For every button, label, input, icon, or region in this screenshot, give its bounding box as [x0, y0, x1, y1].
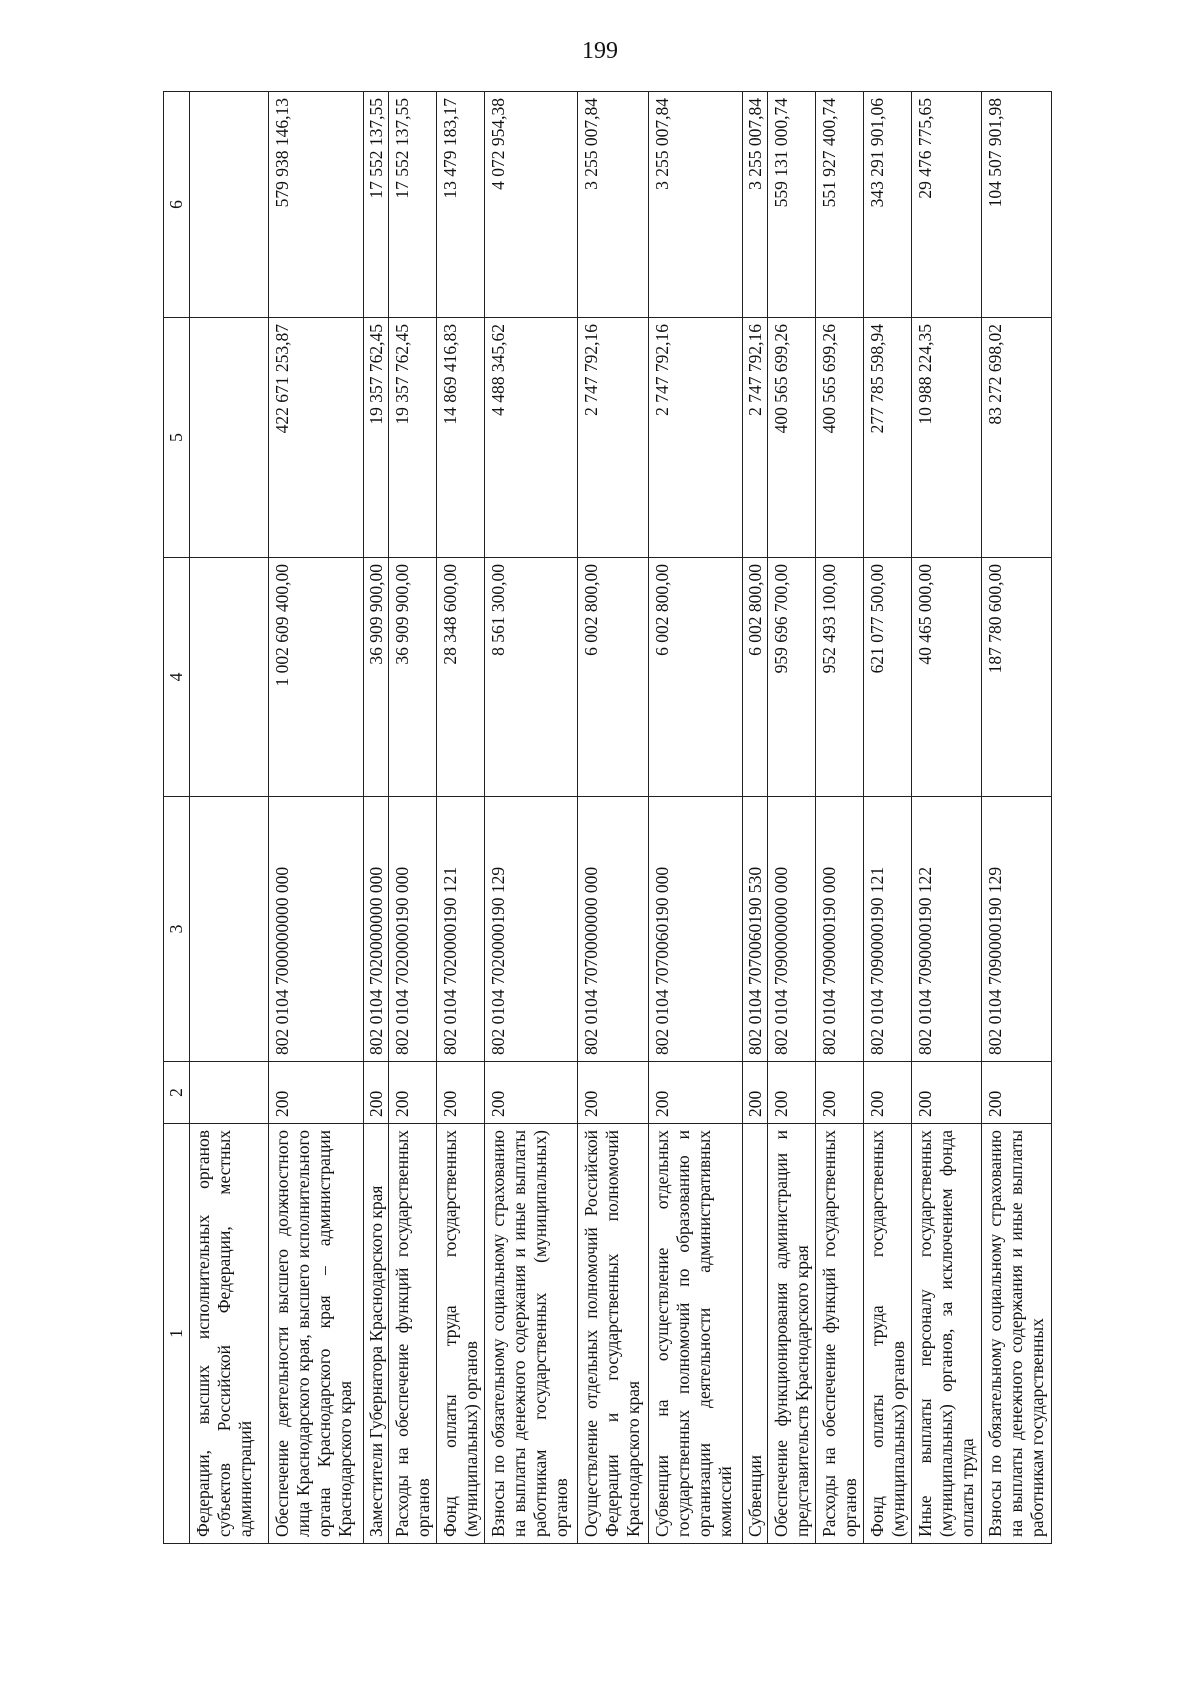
- row-executed: 400 565 699,26: [816, 318, 864, 558]
- column-header: 2: [164, 1062, 190, 1124]
- row-unexecuted: 17 552 137,55: [364, 92, 389, 318]
- row-executed: 19 357 762,45: [389, 318, 437, 558]
- row-name: Расходы на обеспечение функций государственных органов: [816, 1124, 864, 1544]
- table-row: [190, 92, 269, 1544]
- row-classifier: 802 0104 7020000190 121: [437, 797, 485, 1062]
- row-unexecuted: 559 131 000,74: [768, 92, 816, 318]
- row-name: Субвенции на осуществление отдельных государственных полномочий по образованию и организации деятельности административных комиссий: [649, 1124, 743, 1544]
- row-unexecuted: 343 291 901,06: [864, 92, 912, 318]
- table-row: [768, 92, 816, 1544]
- row-unexecuted: 3 255 007,84: [649, 92, 743, 318]
- row-executed: 2 747 792,16: [578, 318, 649, 558]
- table-row: [269, 92, 364, 1544]
- row-code: 200: [649, 1062, 743, 1124]
- row-code: 200: [269, 1062, 364, 1124]
- row-executed: 277 785 598,94: [864, 318, 912, 558]
- row-planned: 952 493 100,00: [816, 558, 864, 797]
- row-name: Федерации, высших исполнительных органов субъектов Российской Федерации, местных администраций: [190, 1124, 269, 1544]
- row-name: Фонд оплаты труда государственных (муниципальных) органов: [437, 1124, 485, 1544]
- row-classifier: 802 0104 7000000000 000: [269, 797, 364, 1062]
- row-classifier: 802 0104 7090000190 000: [816, 797, 864, 1062]
- row-code: 200: [816, 1062, 864, 1124]
- table-row: [485, 92, 578, 1544]
- row-classifier: 802 0104 7070060190 000: [649, 797, 743, 1062]
- row-classifier: 802 0104 7020000190 129: [485, 797, 578, 1062]
- row-unexecuted: 3 255 007,84: [743, 92, 768, 318]
- row-name: Фонд оплаты труда государственных (муниципальных) органов: [864, 1124, 912, 1544]
- row-code: 200: [982, 1062, 1052, 1124]
- rotated-table-container: [163, 92, 1070, 1544]
- row-name: Взносы по обязательному социальному страхованию на выплаты денежного содержания и иные выплаты работникам государственных (муниципальных) органов: [485, 1124, 578, 1544]
- table-header-row: [164, 92, 190, 1544]
- row-planned: 6 002 800,00: [578, 558, 649, 797]
- row-unexecuted: 579 938 146,13: [269, 92, 364, 318]
- row-code: 200: [578, 1062, 649, 1124]
- row-code: 200: [485, 1062, 578, 1124]
- row-planned: 8 561 300,00: [485, 558, 578, 797]
- row-planned: 40 465 000,00: [912, 558, 982, 797]
- row-executed: 2 747 792,16: [649, 318, 743, 558]
- row-code: 200: [437, 1062, 485, 1124]
- row-name: Взносы по обязательному социальному страхованию на выплаты денежного содержания и иные выплаты работникам государственных: [982, 1124, 1052, 1544]
- budget-table: [163, 91, 1052, 1544]
- table-row: [389, 92, 437, 1544]
- row-name: Осуществление отдельных полномочий Российской Федерации и государственных полномочий Краснодарского края: [578, 1124, 649, 1544]
- row-unexecuted: 4 072 954,38: [485, 92, 578, 318]
- row-unexecuted: 3 255 007,84: [578, 92, 649, 318]
- row-classifier: 802 0104 7020000000 000: [364, 797, 389, 1062]
- row-code: 200: [364, 1062, 389, 1124]
- row-classifier: 802 0104 7090000000 000: [768, 797, 816, 1062]
- row-code: [190, 1062, 269, 1124]
- row-unexecuted: 104 507 901,98: [982, 92, 1052, 318]
- row-code: 200: [864, 1062, 912, 1124]
- row-unexecuted: 551 927 400,74: [816, 92, 864, 318]
- table-row: [982, 92, 1052, 1544]
- row-classifier: [190, 797, 269, 1062]
- row-unexecuted: 13 479 183,17: [437, 92, 485, 318]
- row-code: 200: [768, 1062, 816, 1124]
- row-executed: 422 671 253,87: [269, 318, 364, 558]
- row-classifier: 802 0104 7070060190 530: [743, 797, 768, 1062]
- table-row: [912, 92, 982, 1544]
- row-classifier: 802 0104 7090000190 129: [982, 797, 1052, 1062]
- column-header: 3: [164, 797, 190, 1062]
- row-executed: 10 988 224,35: [912, 318, 982, 558]
- row-name: Расходы на обеспечение функций государственных органов: [389, 1124, 437, 1544]
- column-header: 6: [164, 92, 190, 318]
- table-row: [816, 92, 864, 1544]
- row-name: Иные выплаты персоналу государственных (муниципальных) органов, за исключением фонда оплаты труда: [912, 1124, 982, 1544]
- row-executed: 400 565 699,26: [768, 318, 816, 558]
- row-executed: 4 488 345,62: [485, 318, 578, 558]
- row-code: 200: [743, 1062, 768, 1124]
- table-row: [649, 92, 743, 1544]
- page-number: 199: [582, 38, 618, 64]
- row-planned: 28 348 600,00: [437, 558, 485, 797]
- row-planned: [190, 558, 269, 797]
- row-planned: 621 077 500,00: [864, 558, 912, 797]
- column-header: 1: [164, 1124, 190, 1544]
- column-header: 5: [164, 318, 190, 558]
- row-code: 200: [389, 1062, 437, 1124]
- row-name: Заместители Губернатора Краснодарского края: [364, 1124, 389, 1544]
- table-row: [578, 92, 649, 1544]
- row-planned: 959 696 700,00: [768, 558, 816, 797]
- row-executed: 83 272 698,02: [982, 318, 1052, 558]
- row-unexecuted: 17 552 137,55: [389, 92, 437, 318]
- row-name: Субвенции: [743, 1124, 768, 1544]
- table-row: [364, 92, 389, 1544]
- row-planned: 36 909 900,00: [389, 558, 437, 797]
- row-executed: 14 869 416,83: [437, 318, 485, 558]
- row-planned: 36 909 900,00: [364, 558, 389, 797]
- table-row: [864, 92, 912, 1544]
- row-name: Обеспечение функционирования администрации и представительств Краснодарского края: [768, 1124, 816, 1544]
- row-executed: 2 747 792,16: [743, 318, 768, 558]
- row-planned: 187 780 600,00: [982, 558, 1052, 797]
- row-classifier: 802 0104 7070000000 000: [578, 797, 649, 1062]
- row-classifier: 802 0104 7090000190 121: [864, 797, 912, 1062]
- table-row: [437, 92, 485, 1544]
- row-planned: 6 002 800,00: [649, 558, 743, 797]
- row-executed: [190, 318, 269, 558]
- row-classifier: 802 0104 7020000190 000: [389, 797, 437, 1062]
- column-header: 4: [164, 558, 190, 797]
- row-code: 200: [912, 1062, 982, 1124]
- row-executed: 19 357 762,45: [364, 318, 389, 558]
- row-planned: 1 002 609 400,00: [269, 558, 364, 797]
- row-unexecuted: 29 476 775,65: [912, 92, 982, 318]
- row-planned: 6 002 800,00: [743, 558, 768, 797]
- row-classifier: 802 0104 7090000190 122: [912, 797, 982, 1062]
- row-name: Обеспечение деятельности высшего должностного лица Краснодарского края, высшего исполнительного органа Краснодарского края – администрации Краснодарского края: [269, 1124, 364, 1544]
- table-row: [743, 92, 768, 1544]
- row-unexecuted: [190, 92, 269, 318]
